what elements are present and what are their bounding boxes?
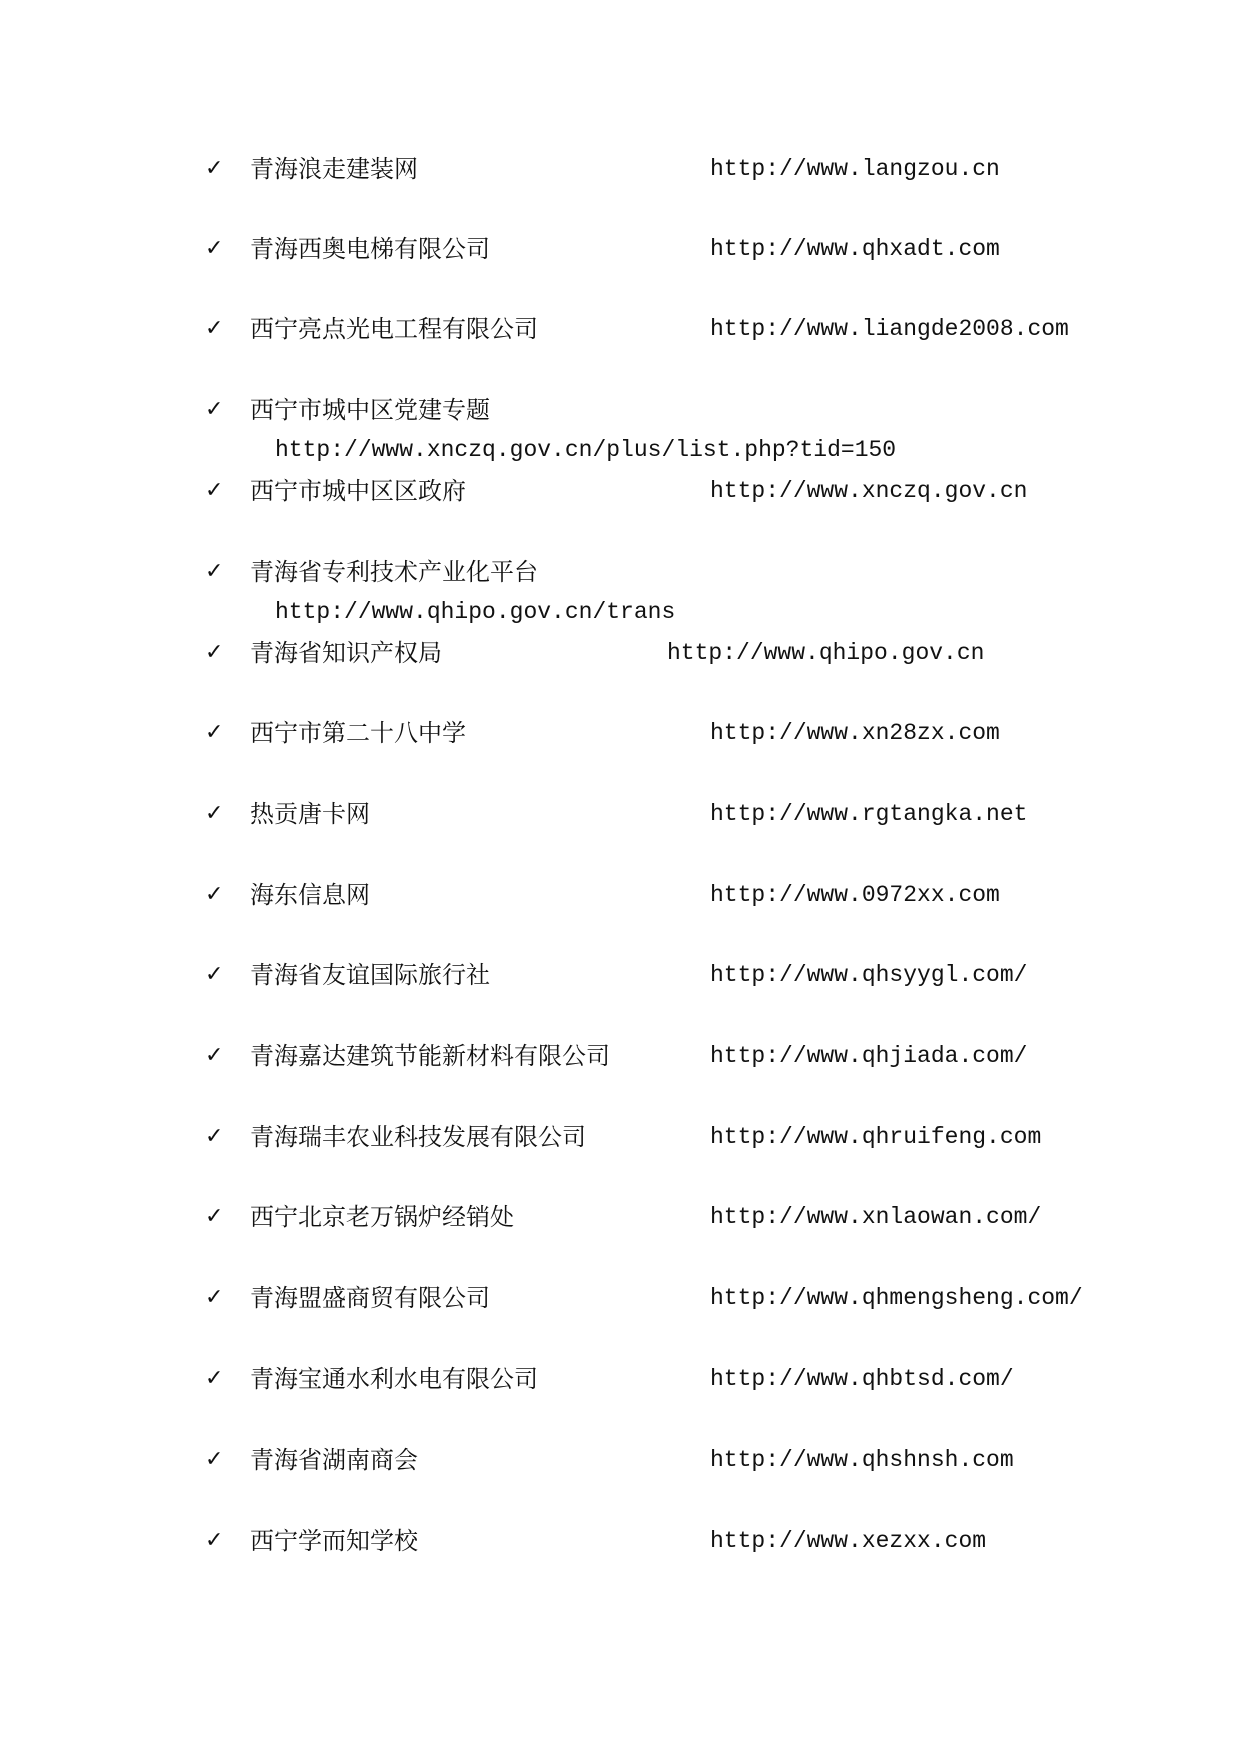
site-url-link[interactable]: http://www.xn28zx.com <box>710 720 1000 746</box>
checkmark-icon: ✓ <box>205 397 224 422</box>
checkmark-icon: ✓ <box>205 316 224 341</box>
site-name: 西宁市城中区区政府 <box>250 477 466 505</box>
site-url-link[interactable]: http://www.xnlaowan.com/ <box>710 1204 1042 1230</box>
checkmark-icon: ✓ <box>205 559 224 584</box>
site-url-link[interactable]: http://www.xnczq.gov.cn <box>710 478 1028 504</box>
site-url-link[interactable]: http://www.xnczq.gov.cn/plus/list.php?tid=150 <box>275 437 897 463</box>
list-item <box>0 1200 1241 1240</box>
checkmark-icon: ✓ <box>205 1528 224 1553</box>
site-name: 西宁北京老万锅炉经销处 <box>250 1203 514 1231</box>
list-item <box>0 555 1241 625</box>
site-url-link[interactable]: http://www.qhbtsd.com/ <box>710 1366 1014 1392</box>
site-url-link[interactable]: http://www.rgtangka.net <box>710 801 1028 827</box>
checkmark-icon: ✓ <box>205 1204 224 1229</box>
site-url-link[interactable]: http://www.qhsyygl.com/ <box>710 962 1028 988</box>
site-url-link[interactable]: http://www.qhmengsheng.com/ <box>710 1285 1083 1311</box>
list-item <box>0 474 1241 514</box>
site-name: 青海浪走建装网 <box>250 155 418 183</box>
site-name: 西宁学而知学校 <box>250 1527 418 1555</box>
site-name: 西宁市第二十八中学 <box>250 719 466 747</box>
list-item <box>0 152 1241 192</box>
site-name: 青海省专利技术产业化平台 <box>250 558 538 586</box>
list-item <box>0 1120 1241 1160</box>
checkmark-icon: ✓ <box>205 720 224 745</box>
list-item <box>0 1039 1241 1079</box>
checkmark-icon: ✓ <box>205 478 224 503</box>
list-item <box>0 716 1241 756</box>
site-name: 青海嘉达建筑节能新材料有限公司 <box>250 1042 610 1070</box>
site-name: 海东信息网 <box>250 881 370 909</box>
site-name: 青海省湖南商会 <box>250 1446 418 1474</box>
checkmark-icon: ✓ <box>205 801 224 826</box>
site-url-link[interactable]: http://www.0972xx.com <box>710 882 1000 908</box>
site-name: 西宁市城中区党建专题 <box>250 396 490 424</box>
list-item <box>0 393 1241 463</box>
site-name: 热贡唐卡网 <box>250 800 370 828</box>
checkmark-icon: ✓ <box>205 1447 224 1472</box>
site-url-link[interactable]: http://www.qhshnsh.com <box>710 1447 1014 1473</box>
list-item <box>0 1443 1241 1483</box>
site-url-link[interactable]: http://www.liangde2008.com <box>710 316 1069 342</box>
checkmark-icon: ✓ <box>205 882 224 907</box>
checkmark-icon: ✓ <box>205 156 224 181</box>
site-url-link[interactable]: http://www.qhipo.gov.cn <box>667 640 985 666</box>
site-name: 青海宝通水利水电有限公司 <box>250 1365 538 1393</box>
list-item <box>0 1524 1241 1564</box>
site-name: 西宁亮点光电工程有限公司 <box>250 315 538 343</box>
checkmark-icon: ✓ <box>205 1366 224 1391</box>
site-name: 青海省知识产权局 <box>250 639 442 667</box>
list-item <box>0 1362 1241 1402</box>
site-url-link[interactable]: http://www.qhjiada.com/ <box>710 1043 1028 1069</box>
list-item <box>0 232 1241 272</box>
list-item <box>0 312 1241 352</box>
checkmark-icon: ✓ <box>205 1285 224 1310</box>
site-url-link[interactable]: http://www.qhxadt.com <box>710 236 1000 262</box>
checkmark-icon: ✓ <box>205 640 224 665</box>
checkmark-icon: ✓ <box>205 236 224 261</box>
site-url-link[interactable]: http://www.qhruifeng.com <box>710 1124 1042 1150</box>
list-item <box>0 1281 1241 1321</box>
site-name: 青海西奥电梯有限公司 <box>250 235 490 263</box>
checkmark-icon: ✓ <box>205 1043 224 1068</box>
site-url-link[interactable]: http://www.langzou.cn <box>710 156 1000 182</box>
site-name: 青海瑞丰农业科技发展有限公司 <box>250 1123 586 1151</box>
site-url-link[interactable]: http://www.qhipo.gov.cn/trans <box>275 599 676 625</box>
list-item <box>0 878 1241 918</box>
list-item <box>0 636 1241 676</box>
list-item <box>0 797 1241 837</box>
list-item <box>0 958 1241 998</box>
site-name: 青海省友谊国际旅行社 <box>250 961 490 989</box>
checkmark-icon: ✓ <box>205 962 224 987</box>
site-name: 青海盟盛商贸有限公司 <box>250 1284 490 1312</box>
checkmark-icon: ✓ <box>205 1124 224 1149</box>
site-url-link[interactable]: http://www.xezxx.com <box>710 1528 987 1554</box>
